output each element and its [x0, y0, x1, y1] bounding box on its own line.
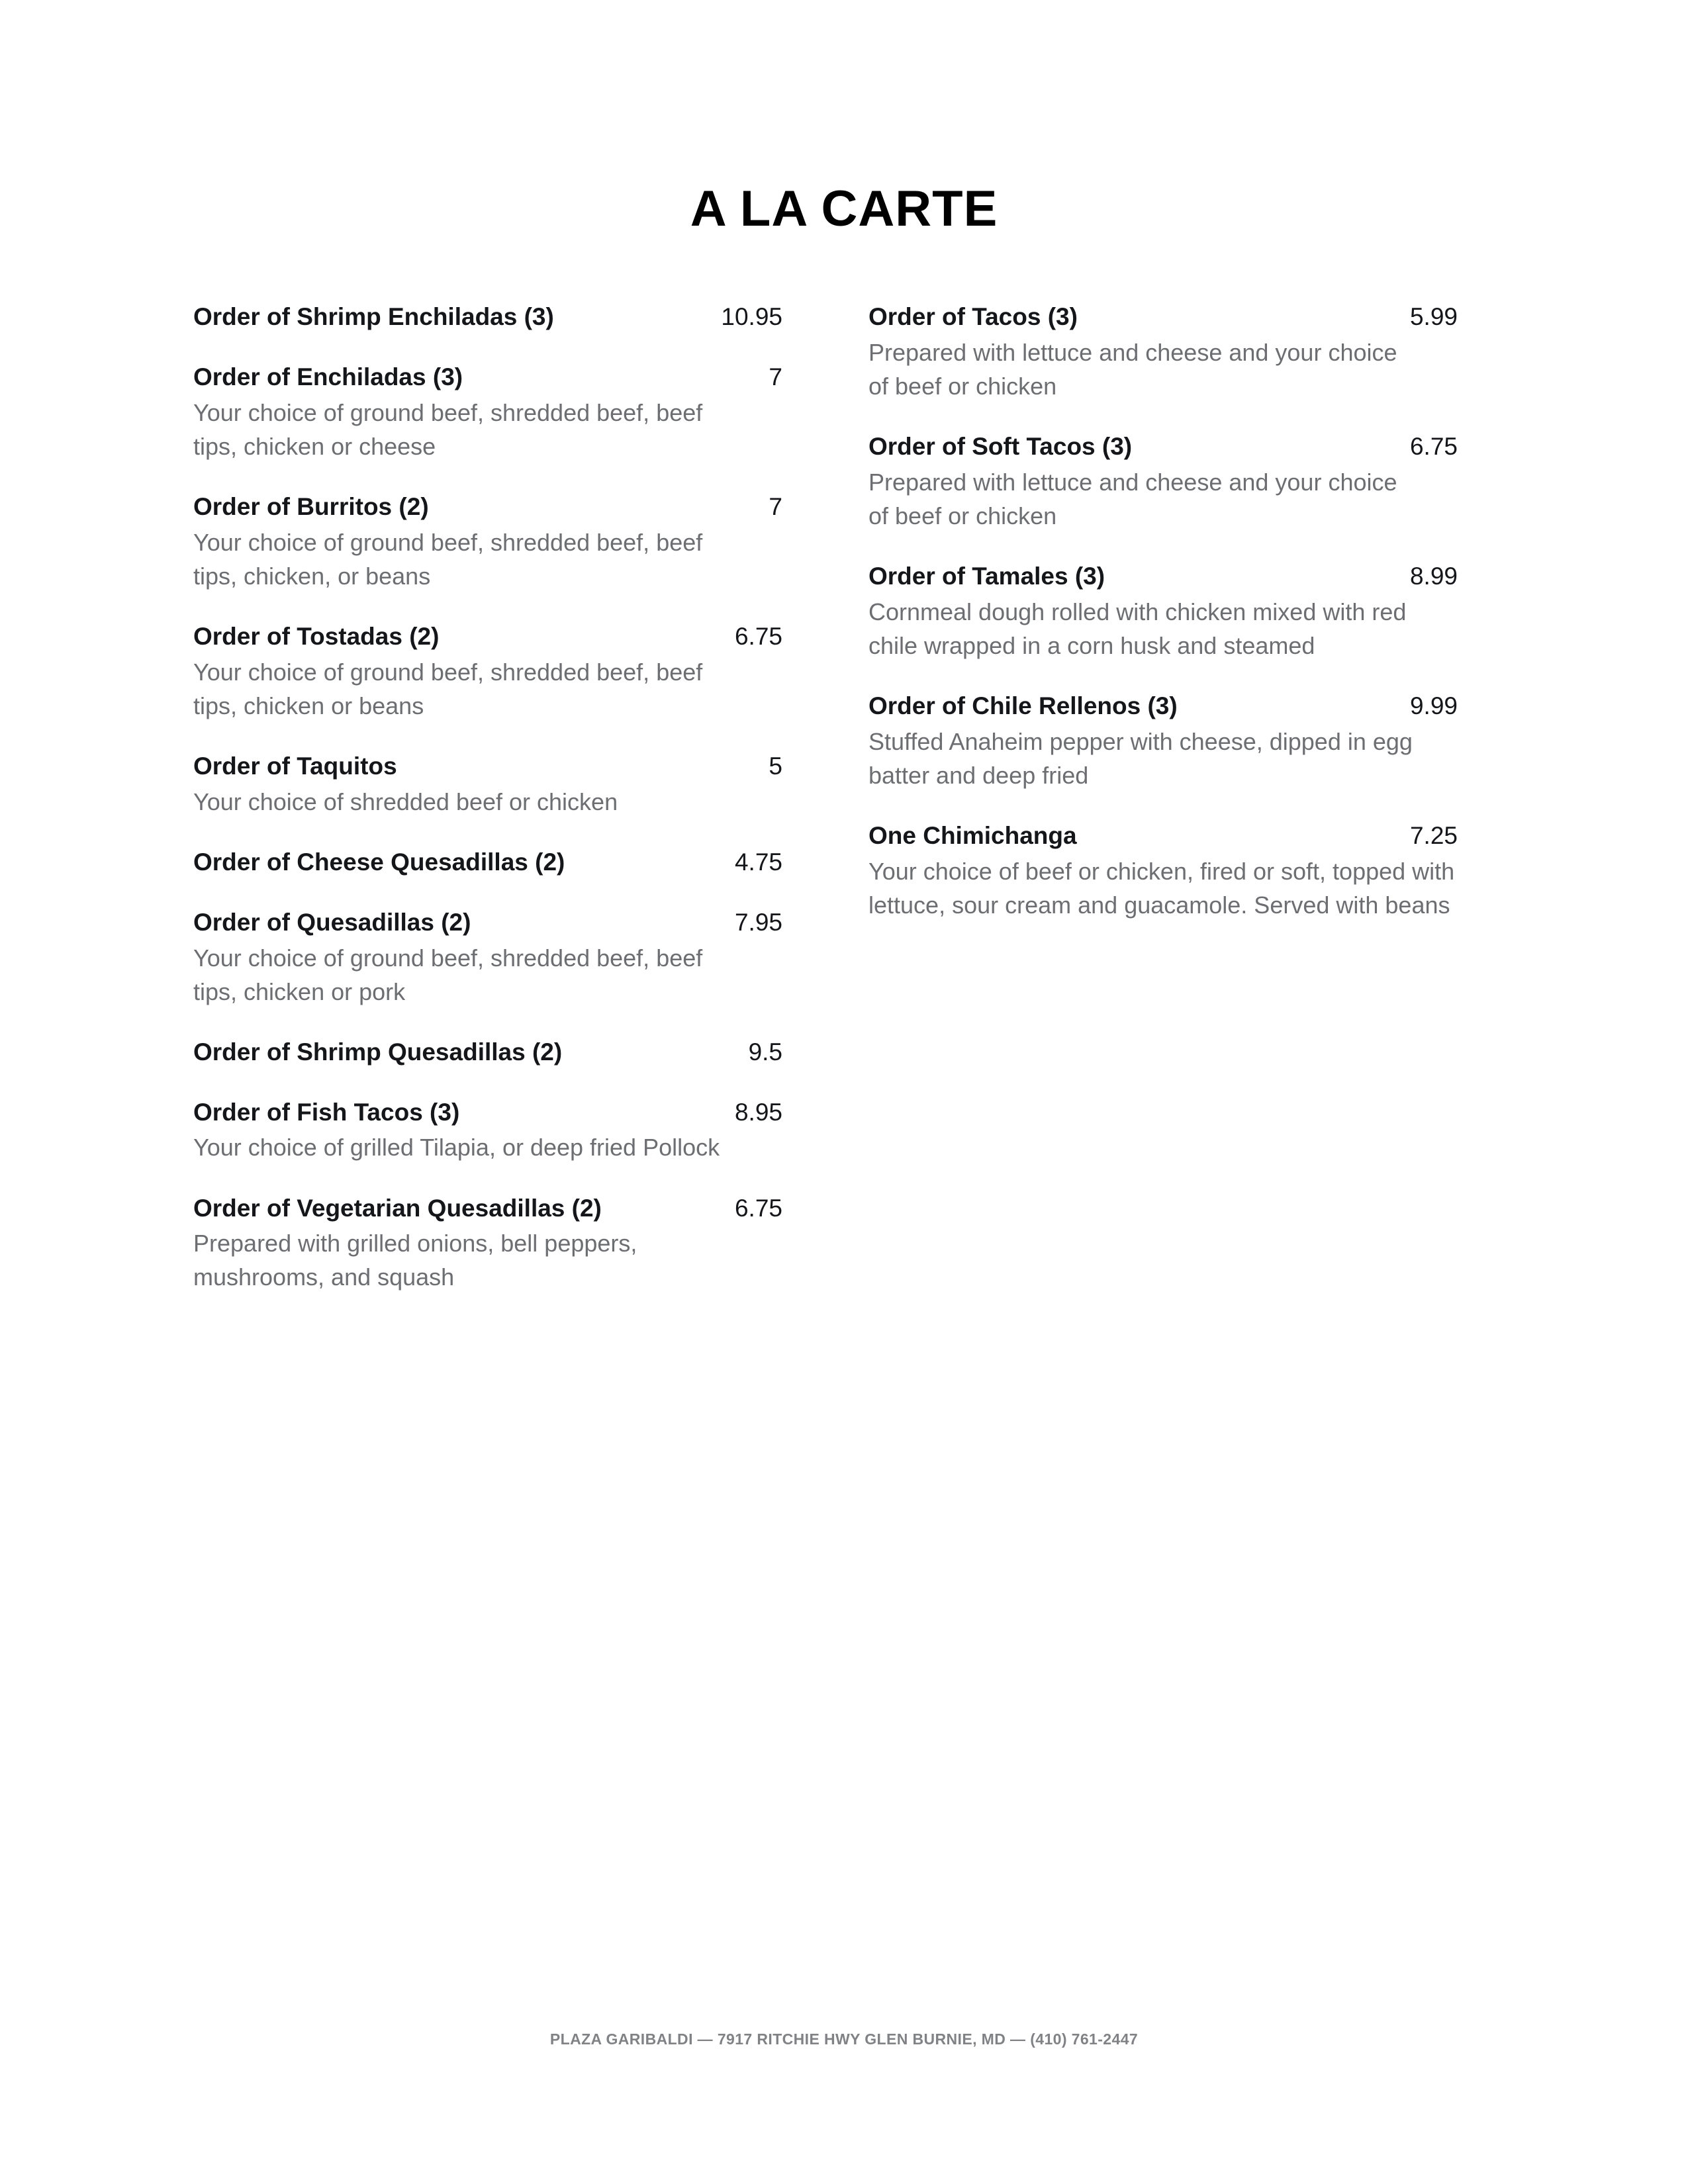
menu-item-price: 7 — [769, 492, 782, 520]
menu-item — [868, 820, 1458, 922]
menu-item-name: Order of Shrimp Enchiladas (3) — [193, 303, 554, 330]
menu-item-header — [193, 361, 782, 394]
menu-item-name: Order of Tacos (3) — [868, 303, 1078, 330]
menu-columns — [193, 301, 1458, 1295]
left-column — [193, 301, 782, 1295]
menu-item-description: Prepared with lettuce and cheese and your choice of beef or chicken — [868, 338, 1397, 400]
menu-item-name: Order of Chile Rellenos (3) — [868, 692, 1178, 720]
menu-item-description: Your choice of grilled Tilapia, or deep fried Pollock — [193, 1134, 720, 1161]
menu-item-name: Order of Vegetarian Quesadillas (2) — [193, 1194, 602, 1222]
menu-item — [193, 621, 782, 723]
menu-item-description: Your choice of ground beef, shredded beef, beef tips, chicken or pork — [193, 944, 703, 1005]
menu-item — [868, 690, 1458, 792]
menu-item — [193, 846, 782, 879]
menu-item-price: 4.75 — [734, 848, 782, 876]
menu-item-header — [193, 1036, 782, 1069]
menu-item-description: Prepared with grilled onions, bell peppers, mushrooms, and squash — [193, 1230, 637, 1291]
menu-item-name: Order of Fish Tacos (3) — [193, 1098, 460, 1126]
menu-item-price: 7.95 — [734, 908, 782, 936]
menu-item-description: Your choice of ground beef, shredded beef, beef tips, chicken or beans — [193, 658, 703, 719]
menu-item-name: Order of Shrimp Quesadillas (2) — [193, 1038, 563, 1066]
menu-item — [193, 491, 782, 593]
menu-item-header — [193, 301, 782, 334]
right-column — [868, 301, 1458, 922]
menu-item-description: Prepared with lettuce and cheese and your choice of beef or chicken — [868, 468, 1397, 529]
menu-item-name: Order of Tamales (3) — [868, 563, 1105, 590]
page-title: A LA CARTE — [690, 181, 998, 237]
menu-item-price: 6.75 — [734, 1194, 782, 1222]
menu-item-description: Stuffed Anaheim pepper with cheese, dipped in egg batter and deep fried — [868, 727, 1413, 790]
menu-item-header — [868, 431, 1458, 463]
menu-item-header — [193, 1097, 782, 1129]
menu-item-name: Order of Burritos (2) — [193, 492, 429, 520]
menu-item-description: Your choice of shredded beef or chicken — [193, 788, 618, 815]
menu-item — [868, 301, 1458, 403]
menu-item-header — [868, 301, 1458, 334]
menu-item-header — [193, 621, 782, 653]
menu-item-price: 9.99 — [1409, 692, 1458, 720]
menu-item — [193, 907, 782, 1009]
menu-item — [193, 361, 782, 463]
menu-item — [868, 431, 1458, 533]
menu-item-price: 6.75 — [1409, 433, 1458, 461]
menu-item-header — [193, 491, 782, 523]
menu-item-name: Order of Taquitos — [193, 752, 397, 780]
menu-item-name: One Chimichanga — [868, 822, 1077, 850]
menu-item-name: Order of Enchiladas (3) — [193, 363, 463, 390]
menu-item-description: Your choice of ground beef, shredded beef, beef tips, chicken, or beans — [193, 528, 703, 590]
menu-item — [193, 1036, 782, 1069]
menu-item-header — [193, 846, 782, 879]
menu-item-description: Your choice of ground beef, shredded beef, beef tips, chicken or cheese — [193, 398, 703, 460]
menu-item-price: 5 — [769, 752, 782, 780]
menu-item-name: Order of Tostadas (2) — [193, 622, 440, 650]
menu-item-price: 6.75 — [734, 622, 782, 650]
menu-item-header — [868, 690, 1458, 723]
menu-item — [193, 1097, 782, 1165]
menu-item — [193, 301, 782, 334]
menu-item-price: 9.5 — [748, 1038, 782, 1066]
menu-item-price: 5.99 — [1409, 303, 1458, 330]
menu-item-price: 10.95 — [721, 303, 782, 330]
menu-item-header — [193, 751, 782, 783]
menu-item-header — [193, 907, 782, 939]
menu-item-description: Cornmeal dough rolled with chicken mixed with red chile wrapped in a corn husk and steamed — [868, 598, 1407, 660]
menu-item-price: 8.99 — [1409, 563, 1458, 590]
menu-item-price: 8.95 — [734, 1098, 782, 1126]
menu-item-header — [193, 1193, 782, 1225]
menu-item-header — [868, 820, 1458, 852]
menu-item-name: Order of Soft Tacos (3) — [868, 433, 1133, 461]
menu-item-price: 7 — [769, 363, 782, 390]
menu-item-name: Order of Cheese Quesadillas (2) — [193, 848, 565, 876]
menu-item-price: 7.25 — [1409, 822, 1458, 850]
menu-item — [193, 751, 782, 819]
menu-item-header — [868, 561, 1458, 593]
footer-contact-line: PLAZA GARIBALDI — 7917 RITCHIE HWY GLEN BURNIE, MD — (410) 761-2447 — [549, 2030, 1139, 2048]
menu-item — [193, 1193, 782, 1295]
menu-item-name: Order of Quesadillas (2) — [193, 908, 471, 936]
menu-item-description: Your choice of beef or chicken, fired or soft, topped with lettuce, sour cream and guacamole. Served with beans — [868, 858, 1455, 919]
menu-item — [868, 561, 1458, 662]
